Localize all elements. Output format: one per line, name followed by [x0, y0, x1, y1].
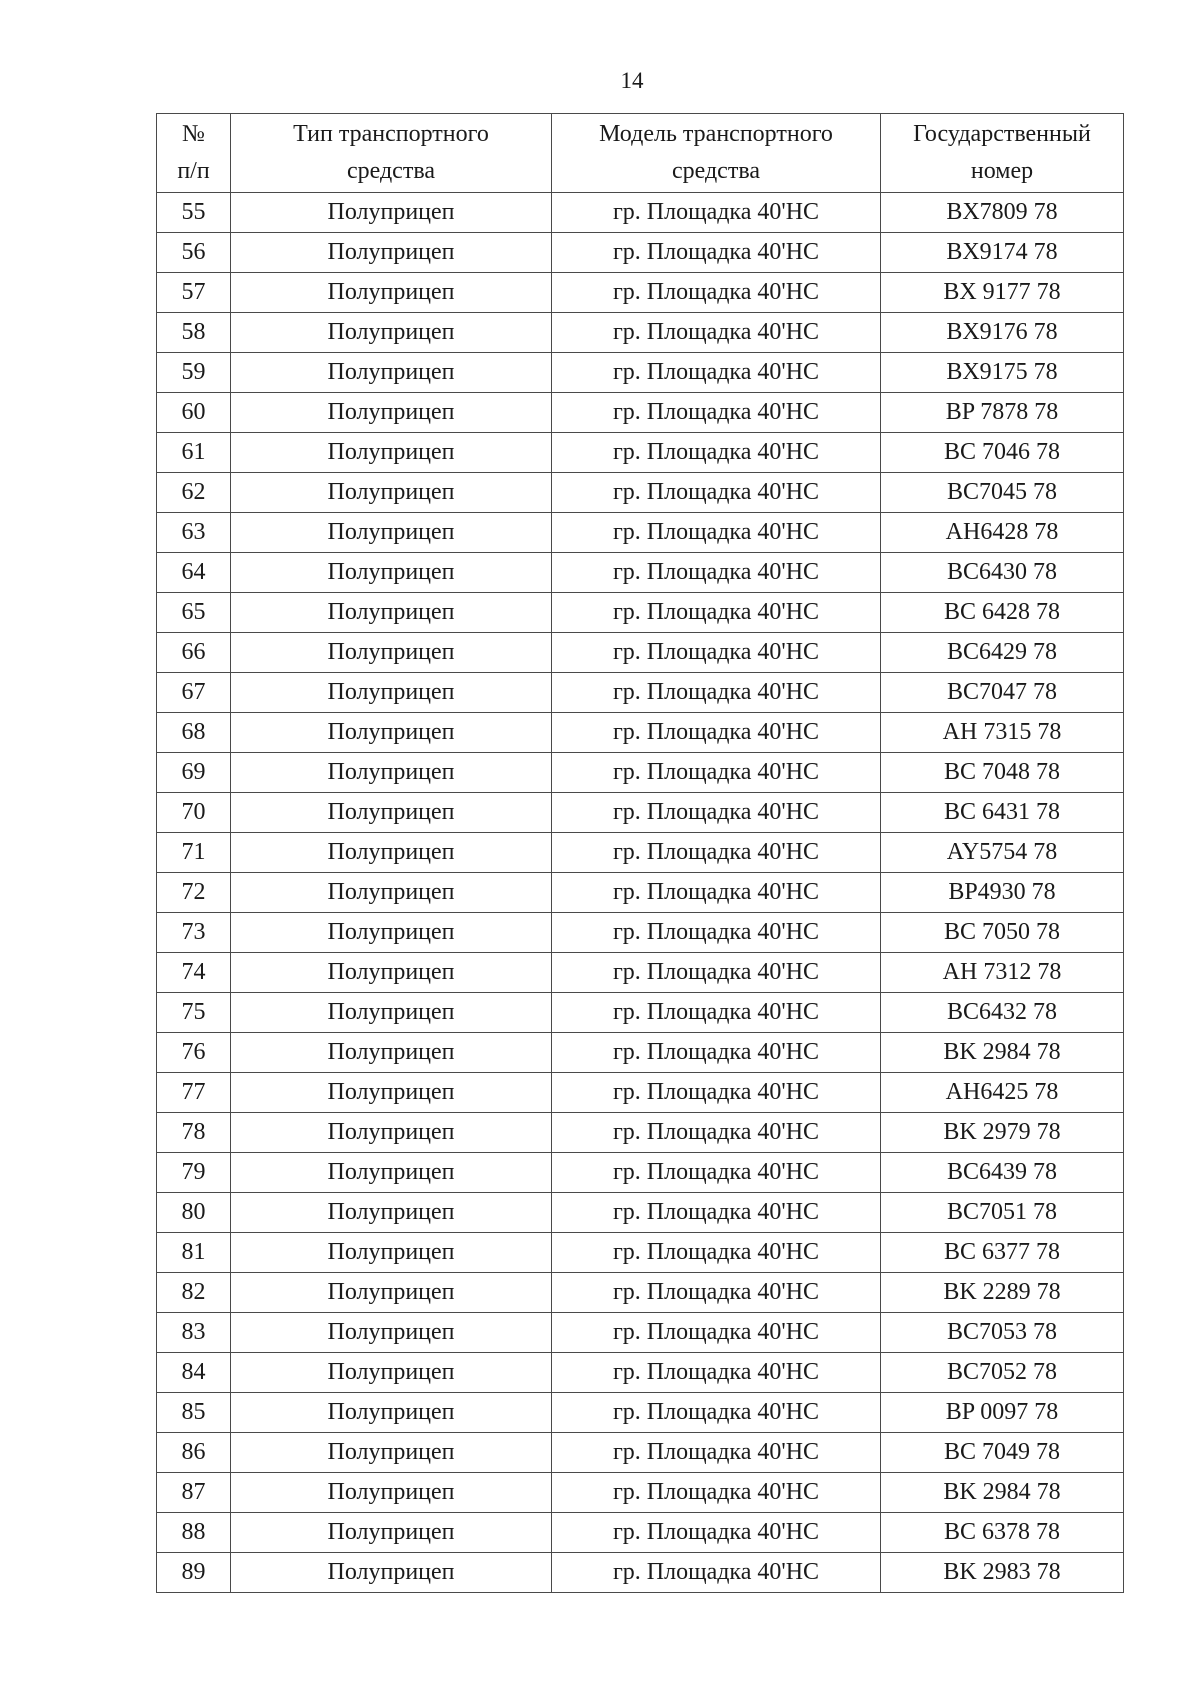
vehicle-type-cell: Полуприцеп — [231, 793, 552, 833]
vehicle-type-cell: Полуприцеп — [231, 993, 552, 1033]
row-number-cell: 58 — [157, 313, 231, 353]
plate-number-cell: BK 2984 78 — [881, 1473, 1124, 1513]
plate-number-cell: BP 7878 78 — [881, 393, 1124, 433]
vehicle-model-cell: гр. Площадка 40'HC — [552, 1153, 881, 1193]
header-num-line-1: № — [182, 121, 205, 147]
vehicle-model-cell: гр. Площадка 40'HC — [552, 353, 881, 393]
header-plate-line-2: номер — [970, 158, 1034, 184]
vehicle-model-cell: гр. Площадка 40'HC — [552, 1353, 881, 1393]
plate-number-cell: BC7051 78 — [881, 1193, 1124, 1233]
table-row — [157, 1433, 1124, 1473]
table-row — [157, 313, 1124, 353]
plate-number-cell: BC 7049 78 — [881, 1433, 1124, 1473]
vehicle-model-cell: гр. Площадка 40'HC — [552, 753, 881, 793]
row-number-cell: 59 — [157, 353, 231, 393]
row-number-cell: 66 — [157, 633, 231, 673]
vehicle-type-cell: Полуприцеп — [231, 1273, 552, 1313]
row-number-cell: 61 — [157, 433, 231, 473]
header-type-line-2: средства — [346, 158, 435, 184]
plate-number-cell: BP 0097 78 — [881, 1393, 1124, 1433]
row-number-cell: 73 — [157, 913, 231, 953]
vehicle-type-cell: Полуприцеп — [231, 673, 552, 713]
table-row — [157, 193, 1124, 233]
vehicle-model-cell: гр. Площадка 40'HC — [552, 1193, 881, 1233]
row-number-cell: 72 — [157, 873, 231, 913]
vehicle-model-cell: гр. Площадка 40'HC — [552, 593, 881, 633]
plate-number-cell: BC 7046 78 — [881, 433, 1124, 473]
header-model — [552, 114, 881, 193]
row-number-cell: 67 — [157, 673, 231, 713]
row-number-cell: 63 — [157, 513, 231, 553]
vehicle-model-cell: гр. Площадка 40'HC — [552, 1073, 881, 1113]
row-number-cell: 83 — [157, 1313, 231, 1353]
plate-number-cell: AH 7315 78 — [881, 713, 1124, 753]
plate-number-cell: BC6432 78 — [881, 993, 1124, 1033]
row-number-cell: 85 — [157, 1393, 231, 1433]
table-row — [157, 593, 1124, 633]
table-row — [157, 1553, 1124, 1593]
table-row — [157, 753, 1124, 793]
vehicle-type-cell: Полуприцеп — [231, 1513, 552, 1553]
vehicle-model-cell: гр. Площадка 40'HC — [552, 313, 881, 353]
vehicle-model-cell: гр. Площадка 40'HC — [552, 793, 881, 833]
vehicle-type-cell: Полуприцеп — [231, 393, 552, 433]
vehicle-type-cell: Полуприцеп — [231, 1233, 552, 1273]
row-number-cell: 57 — [157, 273, 231, 313]
row-number-cell: 84 — [157, 1353, 231, 1393]
vehicle-model-cell: гр. Площадка 40'HC — [552, 953, 881, 993]
plate-number-cell: BC 6378 78 — [881, 1513, 1124, 1553]
vehicle-type-cell: Полуприцеп — [231, 273, 552, 313]
vehicle-model-cell: гр. Площадка 40'HC — [552, 1433, 881, 1473]
row-number-cell: 87 — [157, 1473, 231, 1513]
row-number-cell: 70 — [157, 793, 231, 833]
vehicle-type-cell: Полуприцеп — [231, 193, 552, 233]
vehicle-model-cell: гр. Площадка 40'HC — [552, 673, 881, 713]
vehicle-type-cell: Полуприцеп — [231, 1433, 552, 1473]
row-number-cell: 75 — [157, 993, 231, 1033]
plate-number-cell: BC7053 78 — [881, 1313, 1124, 1353]
table-row — [157, 1513, 1124, 1553]
table-row — [157, 793, 1124, 833]
vehicle-model-cell: гр. Площадка 40'HC — [552, 913, 881, 953]
table-row — [157, 1393, 1124, 1433]
vehicle-model-cell: гр. Площадка 40'HC — [552, 1313, 881, 1353]
vehicle-model-cell: гр. Площадка 40'HC — [552, 433, 881, 473]
table-row — [157, 433, 1124, 473]
vehicle-type-cell: Полуприцеп — [231, 1553, 552, 1593]
vehicle-model-cell: гр. Площадка 40'HC — [552, 393, 881, 433]
header-model-line-2: средства — [671, 158, 760, 184]
row-number-cell: 77 — [157, 1073, 231, 1113]
vehicle-type-cell: Полуприцеп — [231, 873, 552, 913]
plate-number-cell: BX 9177 78 — [881, 273, 1124, 313]
table-header-row — [157, 114, 1124, 193]
plate-number-cell: AY5754 78 — [881, 833, 1124, 873]
plate-number-cell: BP4930 78 — [881, 873, 1124, 913]
vehicle-type-cell: Полуприцеп — [231, 513, 552, 553]
table-row — [157, 513, 1124, 553]
row-number-cell: 62 — [157, 473, 231, 513]
header-num-line-2: п/п — [177, 158, 210, 184]
header-plate — [881, 114, 1124, 193]
vehicle-model-cell: гр. Площадка 40'HC — [552, 553, 881, 593]
plate-number-cell: BC 6428 78 — [881, 593, 1124, 633]
table-row — [157, 953, 1124, 993]
plate-number-cell: BC 6431 78 — [881, 793, 1124, 833]
vehicle-model-cell: гр. Площадка 40'HC — [552, 1113, 881, 1153]
row-number-cell: 56 — [157, 233, 231, 273]
table-row — [157, 1473, 1124, 1513]
vehicle-model-cell: гр. Площадка 40'HC — [552, 633, 881, 673]
vehicle-model-cell: гр. Площадка 40'HC — [552, 1553, 881, 1593]
table-row — [157, 913, 1124, 953]
plate-number-cell: BC 7050 78 — [881, 913, 1124, 953]
vehicle-type-cell: Полуприцеп — [231, 1193, 552, 1233]
plate-number-cell: BC6429 78 — [881, 633, 1124, 673]
table-row — [157, 833, 1124, 873]
plate-number-cell: BK 2289 78 — [881, 1273, 1124, 1313]
plate-number-cell: BX9176 78 — [881, 313, 1124, 353]
vehicle-type-cell: Полуприцеп — [231, 1313, 552, 1353]
vehicle-type-cell: Полуприцеп — [231, 1113, 552, 1153]
vehicle-type-cell: Полуприцеп — [231, 233, 552, 273]
table-row — [157, 673, 1124, 713]
plate-number-cell: BX9175 78 — [881, 353, 1124, 393]
row-number-cell: 80 — [157, 1193, 231, 1233]
table-row — [157, 1353, 1124, 1393]
vehicle-model-cell: гр. Площадка 40'HC — [552, 513, 881, 553]
vehicle-type-cell: Полуприцеп — [231, 1353, 552, 1393]
table-row — [157, 993, 1124, 1033]
vehicle-model-cell: гр. Площадка 40'HC — [552, 1273, 881, 1313]
header-model-line-1: Модель транспортного — [599, 121, 833, 147]
vehicle-model-cell: гр. Площадка 40'HC — [552, 1233, 881, 1273]
plate-number-cell: AH 7312 78 — [881, 953, 1124, 993]
plate-number-cell: BC7052 78 — [881, 1353, 1124, 1393]
row-number-cell: 65 — [157, 593, 231, 633]
vehicle-type-cell: Полуприцеп — [231, 953, 552, 993]
row-number-cell: 60 — [157, 393, 231, 433]
vehicle-model-cell: гр. Площадка 40'HC — [552, 193, 881, 233]
vehicle-model-cell: гр. Площадка 40'HC — [552, 1513, 881, 1553]
vehicle-model-cell: гр. Площадка 40'HC — [552, 1393, 881, 1433]
table-row — [157, 1233, 1124, 1273]
plate-number-cell: AH6425 78 — [881, 1073, 1124, 1113]
page-number: 14 — [620, 68, 644, 93]
vehicle-type-cell: Полуприцеп — [231, 313, 552, 353]
row-number-cell: 68 — [157, 713, 231, 753]
vehicle-table — [156, 113, 1124, 1593]
row-number-cell: 79 — [157, 1153, 231, 1193]
table-row — [157, 713, 1124, 753]
table-row — [157, 1073, 1124, 1113]
plate-number-cell: BC6439 78 — [881, 1153, 1124, 1193]
plate-number-cell: BK 2984 78 — [881, 1033, 1124, 1073]
table-row — [157, 1273, 1124, 1313]
vehicle-type-cell: Полуприцеп — [231, 1033, 552, 1073]
vehicle-model-cell: гр. Площадка 40'HC — [552, 273, 881, 313]
plate-number-cell: BX9174 78 — [881, 233, 1124, 273]
vehicle-type-cell: Полуприцеп — [231, 553, 552, 593]
vehicle-type-cell: Полуприцеп — [231, 1473, 552, 1513]
plate-number-cell: BC 7048 78 — [881, 753, 1124, 793]
table-body — [157, 193, 1124, 1593]
table-row — [157, 1033, 1124, 1073]
plate-number-cell: BC 6377 78 — [881, 1233, 1124, 1273]
row-number-cell: 88 — [157, 1513, 231, 1553]
vehicle-type-cell: Полуприцеп — [231, 753, 552, 793]
header-num — [157, 114, 231, 193]
table-row — [157, 1313, 1124, 1353]
plate-number-cell: BX7809 78 — [881, 193, 1124, 233]
row-number-cell: 74 — [157, 953, 231, 993]
vehicle-type-cell: Полуприцеп — [231, 833, 552, 873]
vehicle-model-cell: гр. Площадка 40'HC — [552, 1473, 881, 1513]
plate-number-cell: BK 2983 78 — [881, 1553, 1124, 1593]
header-plate-line-1: Государственный — [913, 121, 1091, 147]
row-number-cell: 82 — [157, 1273, 231, 1313]
vehicle-model-cell: гр. Площадка 40'HC — [552, 233, 881, 273]
vehicle-type-cell: Полуприцеп — [231, 913, 552, 953]
vehicle-model-cell: гр. Площадка 40'HC — [552, 473, 881, 513]
row-number-cell: 69 — [157, 753, 231, 793]
table-row — [157, 553, 1124, 593]
vehicle-model-cell: гр. Площадка 40'HC — [552, 993, 881, 1033]
vehicle-type-cell: Полуприцеп — [231, 1073, 552, 1113]
vehicle-type-cell: Полуприцеп — [231, 633, 552, 673]
vehicle-model-cell: гр. Площадка 40'HC — [552, 873, 881, 913]
table-row — [157, 1193, 1124, 1233]
row-number-cell: 81 — [157, 1233, 231, 1273]
header-type — [231, 114, 552, 193]
row-number-cell: 76 — [157, 1033, 231, 1073]
plate-number-cell: AH6428 78 — [881, 513, 1124, 553]
row-number-cell: 78 — [157, 1113, 231, 1153]
table-row — [157, 473, 1124, 513]
table-row — [157, 633, 1124, 673]
vehicle-type-cell: Полуприцеп — [231, 713, 552, 753]
vehicle-type-cell: Полуприцеп — [231, 1153, 552, 1193]
vehicle-type-cell: Полуприцеп — [231, 473, 552, 513]
plate-number-cell: BC7045 78 — [881, 473, 1124, 513]
vehicle-model-cell: гр. Площадка 40'HC — [552, 1033, 881, 1073]
row-number-cell: 89 — [157, 1553, 231, 1593]
row-number-cell: 86 — [157, 1433, 231, 1473]
vehicle-model-cell: гр. Площадка 40'HC — [552, 833, 881, 873]
table-row — [157, 393, 1124, 433]
table-row — [157, 1113, 1124, 1153]
vehicle-type-cell: Полуприцеп — [231, 433, 552, 473]
header-type-line-1: Тип транспортного — [293, 121, 489, 147]
vehicle-model-cell: гр. Площадка 40'HC — [552, 713, 881, 753]
table-row — [157, 353, 1124, 393]
plate-number-cell: BK 2979 78 — [881, 1113, 1124, 1153]
vehicle-type-cell: Полуприцеп — [231, 1393, 552, 1433]
row-number-cell: 55 — [157, 193, 231, 233]
vehicle-type-cell: Полуприцеп — [231, 593, 552, 633]
plate-number-cell: BC7047 78 — [881, 673, 1124, 713]
table-row — [157, 873, 1124, 913]
vehicle-type-cell: Полуприцеп — [231, 353, 552, 393]
row-number-cell: 71 — [157, 833, 231, 873]
row-number-cell: 64 — [157, 553, 231, 593]
table-row — [157, 273, 1124, 313]
plate-number-cell: BC6430 78 — [881, 553, 1124, 593]
table-row — [157, 1153, 1124, 1193]
table-row — [157, 233, 1124, 273]
